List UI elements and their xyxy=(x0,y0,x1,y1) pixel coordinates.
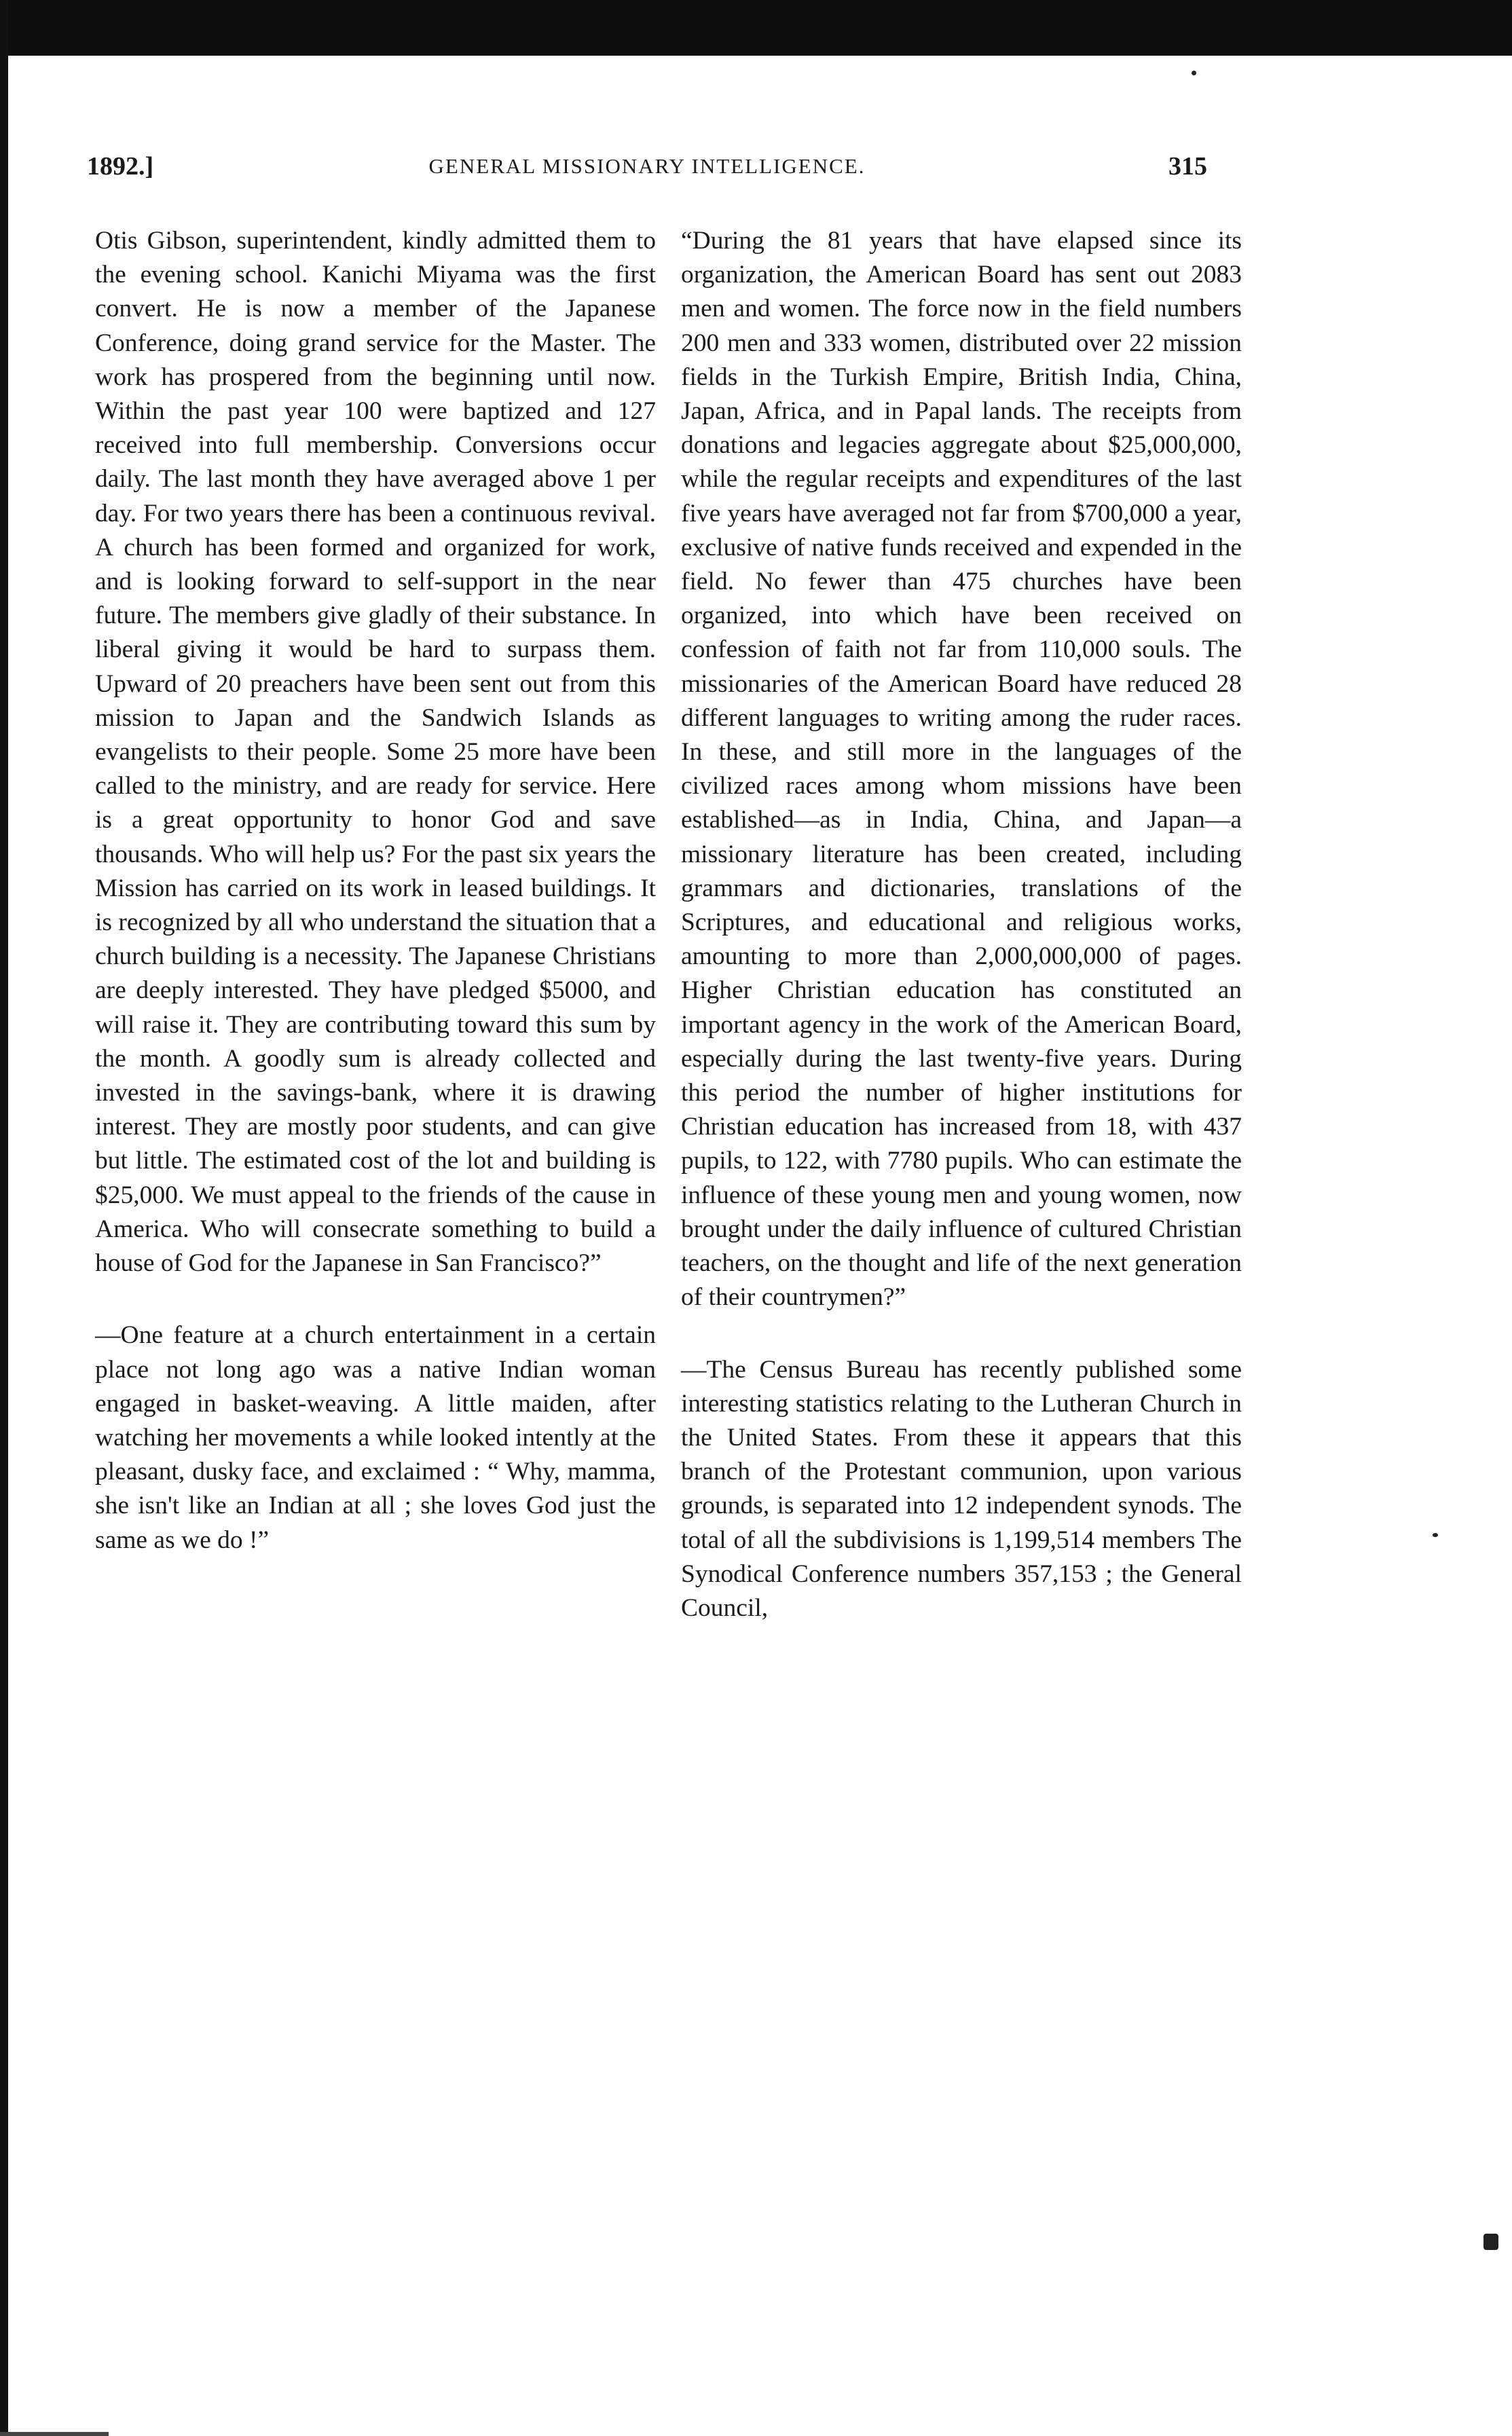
running-head xyxy=(87,146,1207,187)
scan-bottom-mark xyxy=(0,2432,109,2436)
right-column xyxy=(681,224,1242,1625)
page-number: 315 xyxy=(1168,152,1207,181)
article-paragraph: Otis Gibson, superintendent, kindly admitted them to the evening school. Kanichi Miyama was the first convert. He is now a member of the Japanese Conference, doing grand service for the Master. The work has prospered from the beginning until now. Within the past year 100 were baptized and 127 received into full membership. Conversions occur daily. The last month they have averaged above 1 per day. For two years there has been a continuous revival. A church has been formed and organized for work, and is looking forward to self-support in the near future. The members give gladly of their substance. In liberal giving it would be hard to surpass them. Upward of 20 preachers have been sent out from this mission to Japan and the Sandwich Islands as evangelists to their people. Some 25 more have been called to the ministry, and are ready for service. Here is a great opportunity to honor God and save thousands. Who will help us? For the past six years the Mission has carried on its work in leased buildings. It is recognized by all who understand the situation that a church building is a necessity. The Japanese Christians are deeply interested. They have pledged $5000, and will raise it. They are contributing toward this sum by the month. A goodly sum is already collected and invested in the savings-bank, where it is drawing interest. They are mostly poor students, and can give but little. The estimated cost of the lot and building is $25,000. We must appeal to the friends of the cause in America. Who will consecrate something to build a house of God for the Japanese in San Francisco?” xyxy=(95,227,656,1278)
header-title: GENERAL MISSIONARY INTELLIGENCE. xyxy=(428,154,866,178)
scan-speck xyxy=(1483,2234,1498,2250)
header-year: 1892.] xyxy=(87,152,154,181)
article-paragraph: —The Census Bureau has recently published some interesting statistics relating to the Lutheran Church in the United States. From these it appears that this branch of the Protestant communion, upon various grounds, is separated into 12 independent synods. The total of all the subdivisions is 1,199,514 members The Synodical Conference numbers 357,153 ; the General Council, xyxy=(681,1355,1242,1622)
scan-top-border xyxy=(0,0,1512,56)
article-paragraph: —One feature at a church entertainment in a certain place not long ago was a native Indian woman engaged in basket-weaving. A little maiden, after watching her movements a while looked intently at the pleasant, dusky face, and exclaimed : “ Why, mamma, she isn't like an Indian at all ; she loves God just the same as we do !” xyxy=(95,1321,656,1554)
scan-speck xyxy=(1433,1533,1438,1537)
article-paragraph: “During the 81 years that have elapsed since its organization, the American Board has sent out 2083 men and women. The force now in the field numbers 200 men and 333 women, distributed over 22 mission fields in the Turkish Empire, British India, China, Japan, Africa, and in Papal lands. The receipts from donations and legacies aggregate about $25,000,000, while the regular receipts and expenditures of the last five years have averaged not far from $700,000 a year, exclusive of native funds received and expended in the field. No fewer than 475 churches have been organized, into which have been received on confession of faith not far from 110,000 souls. The missionaries of the American Board have reduced 28 different languages to writing among the ruder races. In these, and still more in the languages of the civilized races among whom missions have been established—as in India, China, and Japan—a missionary literature has been created, including grammars and dictionaries, translations of the Scriptures, and educational and religious works, amounting to more than 2,000,000,000 of pages. Higher Christian education has constituted an important agency in the work of the American Board, especially during the last twenty-five years. During this period the number of higher institutions for Christian education has increased from 18, with 437 pupils, to 122, with 7780 pupils. Who can estimate the influence of these young men and young women, now brought under the daily influence of cultured Christian teachers, on the thought and life of the next generation of their countrymen?” xyxy=(681,227,1242,1312)
scan-left-border xyxy=(0,0,8,2436)
scan-speck xyxy=(1192,71,1196,75)
left-column xyxy=(95,224,656,1557)
